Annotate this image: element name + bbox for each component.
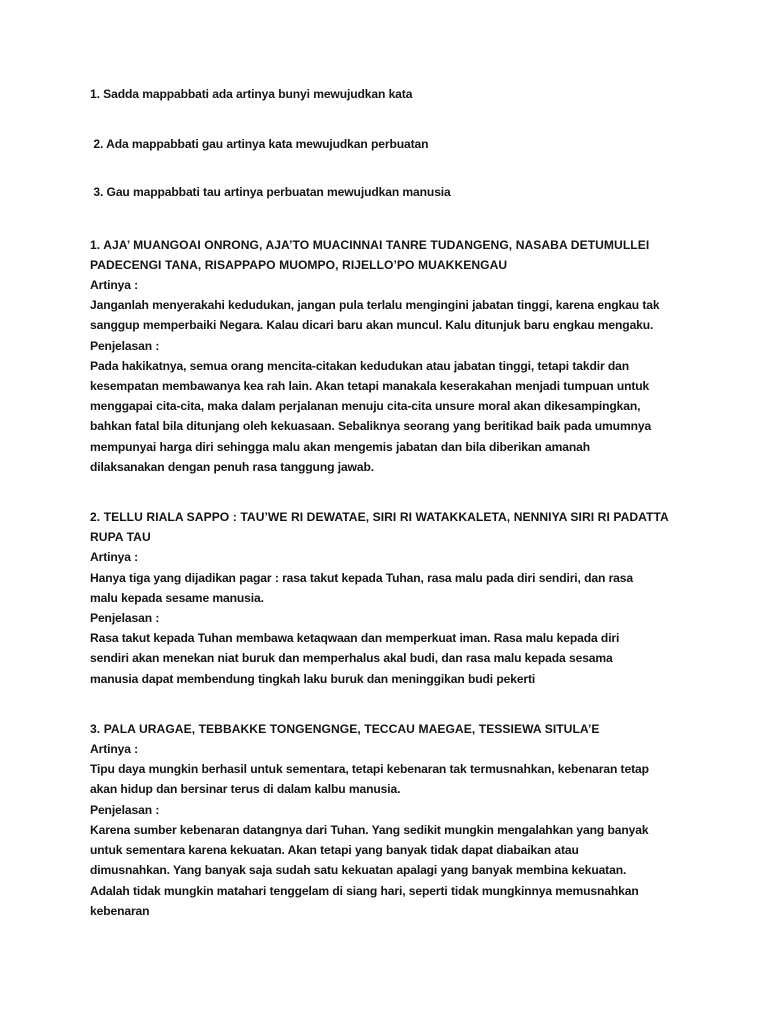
section-2-penjelasan-line-1: Rasa takut kepada Tuhan membawa ketaqwaan dan memperkuat iman. Rasa malu kepada diri [90, 631, 620, 646]
section-1-heading-line-2: PADECENGI TANA, RISAPPAPO MUOMPO, RIJELLO’PO MUAKKENGAU [90, 257, 508, 272]
section-1-penjelasan-line-6: dilaksanakan dengan penuh rasa tanggung jawab. [90, 459, 374, 474]
section-3-penjelasan-line-4: Adalah tidak mungkin matahari tenggelam di siang hari, seperti tidak mungkinnya memusnahkan [90, 883, 639, 898]
section-2-heading-line-1: 2. TELLU RIALA SAPPO : TAU’WE RI DEWATAE, SIRI RI WATAKKALETA, NENNIYA SIRI RI PADATTA [90, 510, 669, 525]
section-1-penjelasan-label: Penjelasan : [90, 338, 160, 353]
section-2-penjelasan-label: Penjelasan : [90, 611, 160, 626]
section-1-penjelasan-line-1: Pada hakikatnya, semua orang mencita-citakan kedudukan atau jabatan tinggi, tetapi takdir dan [90, 358, 630, 373]
intro-block [90, 84, 686, 203]
section-2-heading-line-2: RUPA TAU [90, 530, 151, 545]
section-3-artinya-label: Artinya : [90, 742, 139, 757]
section-1-artinya-line-1: Janganlah menyerakahi kedudukan, jangan pula terlalu mengingini jabatan tinggi, karena engkau tak [90, 298, 660, 313]
section-2-artinya-line-1: Hanya tiga yang dijadikan pagar : rasa takut kepada Tuhan, rasa malu pada diri sendiri, dan rasa [90, 570, 633, 585]
document-content [90, 84, 686, 921]
section-1-heading-line-1: 1. AJA’ MUANGOAI ONRONG, AJA’TO MUACINNAI TANRE TUDANGENG, NASABA DETUMULLEI [90, 237, 650, 252]
section-2-penjelasan-line-2: sendiri akan menekan niat buruk dan memperhalus akal budi, dan rasa malu kepada sesama [90, 651, 613, 666]
section-3-penjelasan-label: Penjelasan : [90, 802, 160, 817]
section-3-penjelasan-line-3: dimusnahkan. Yang banyak saja sudah satu kekuatan apalagi yang banyak membina kekuatan. [90, 863, 627, 878]
section-2 [90, 507, 686, 689]
intro-line-1: 1. Sadda mappabbati ada artinya bunyi mewujudkan kata [90, 87, 413, 101]
section-3-artinya-line-1: Tipu daya mungkin berhasil untuk sementara, tetapi kebenaran tak termusnahkan, kebenaran tetap [90, 762, 649, 777]
section-1-artinya-label: Artinya : [90, 278, 139, 293]
section-3-heading-line-1: 3. PALA URAGAE, TEBBAKKE TONGENGNGE, TECCAU MAEGAE, TESSIEWA SITULA’E [90, 721, 600, 736]
section-2-penjelasan-line-3: manusia dapat membendung tingkah laku buruk dan meninggikan budi pekerti [90, 671, 536, 686]
section-1 [90, 235, 686, 477]
section-1-penjelasan-line-2: kesempatan membawanya kea rah lain. Akan tetapi manakala keserakahan menjadi tumpuan untuk [90, 379, 650, 394]
section-1-penjelasan-line-4: bahkan fatal bila ditunjang oleh kekuasaan. Sebaliknya seorang yang beritikad baik pada umumnya [90, 419, 652, 434]
section-1-penjelasan-line-5: mempunyai harga diri sehingga malu akan mengemis jabatan dan bila diberikan amanah [90, 439, 591, 454]
section-3-penjelasan-line-5: kebenaran [90, 903, 150, 918]
intro-line-2: 2. Ada mappabbati gau artinya kata mewujudkan perbuatan [90, 137, 429, 152]
section-3 [90, 719, 686, 921]
section-3-artinya-line-2: akan hidup dan bersinar terus di dalam kalbu manusia. [90, 782, 401, 797]
section-2-artinya-label: Artinya : [90, 550, 139, 565]
section-3-penjelasan-line-1: Karena sumber kebenaran datangnya dari Tuhan. Yang sedikit mungkin mengalahkan yang banyak [90, 822, 649, 837]
section-1-penjelasan-line-3: menggapai cita-cita, maka dalam perjalanan menuju cita-cita unsure moral akan dikesampingkan, [90, 399, 641, 414]
section-2-artinya-line-2: malu kepada sesame manusia. [90, 590, 264, 605]
section-1-artinya-line-2: sanggup memperbaiki Negara. Kalau dicari baru akan muncul. Kalu ditunjuk baru engkau mengaku. [90, 318, 654, 333]
intro-line-3: 3. Gau mappabbati tau artinya perbuatan mewujudkan manusia [90, 185, 451, 200]
section-3-penjelasan-line-2: untuk sementara karena kekuatan. Akan tetapi yang banyak tidak dapat diabaikan atau [90, 843, 579, 858]
